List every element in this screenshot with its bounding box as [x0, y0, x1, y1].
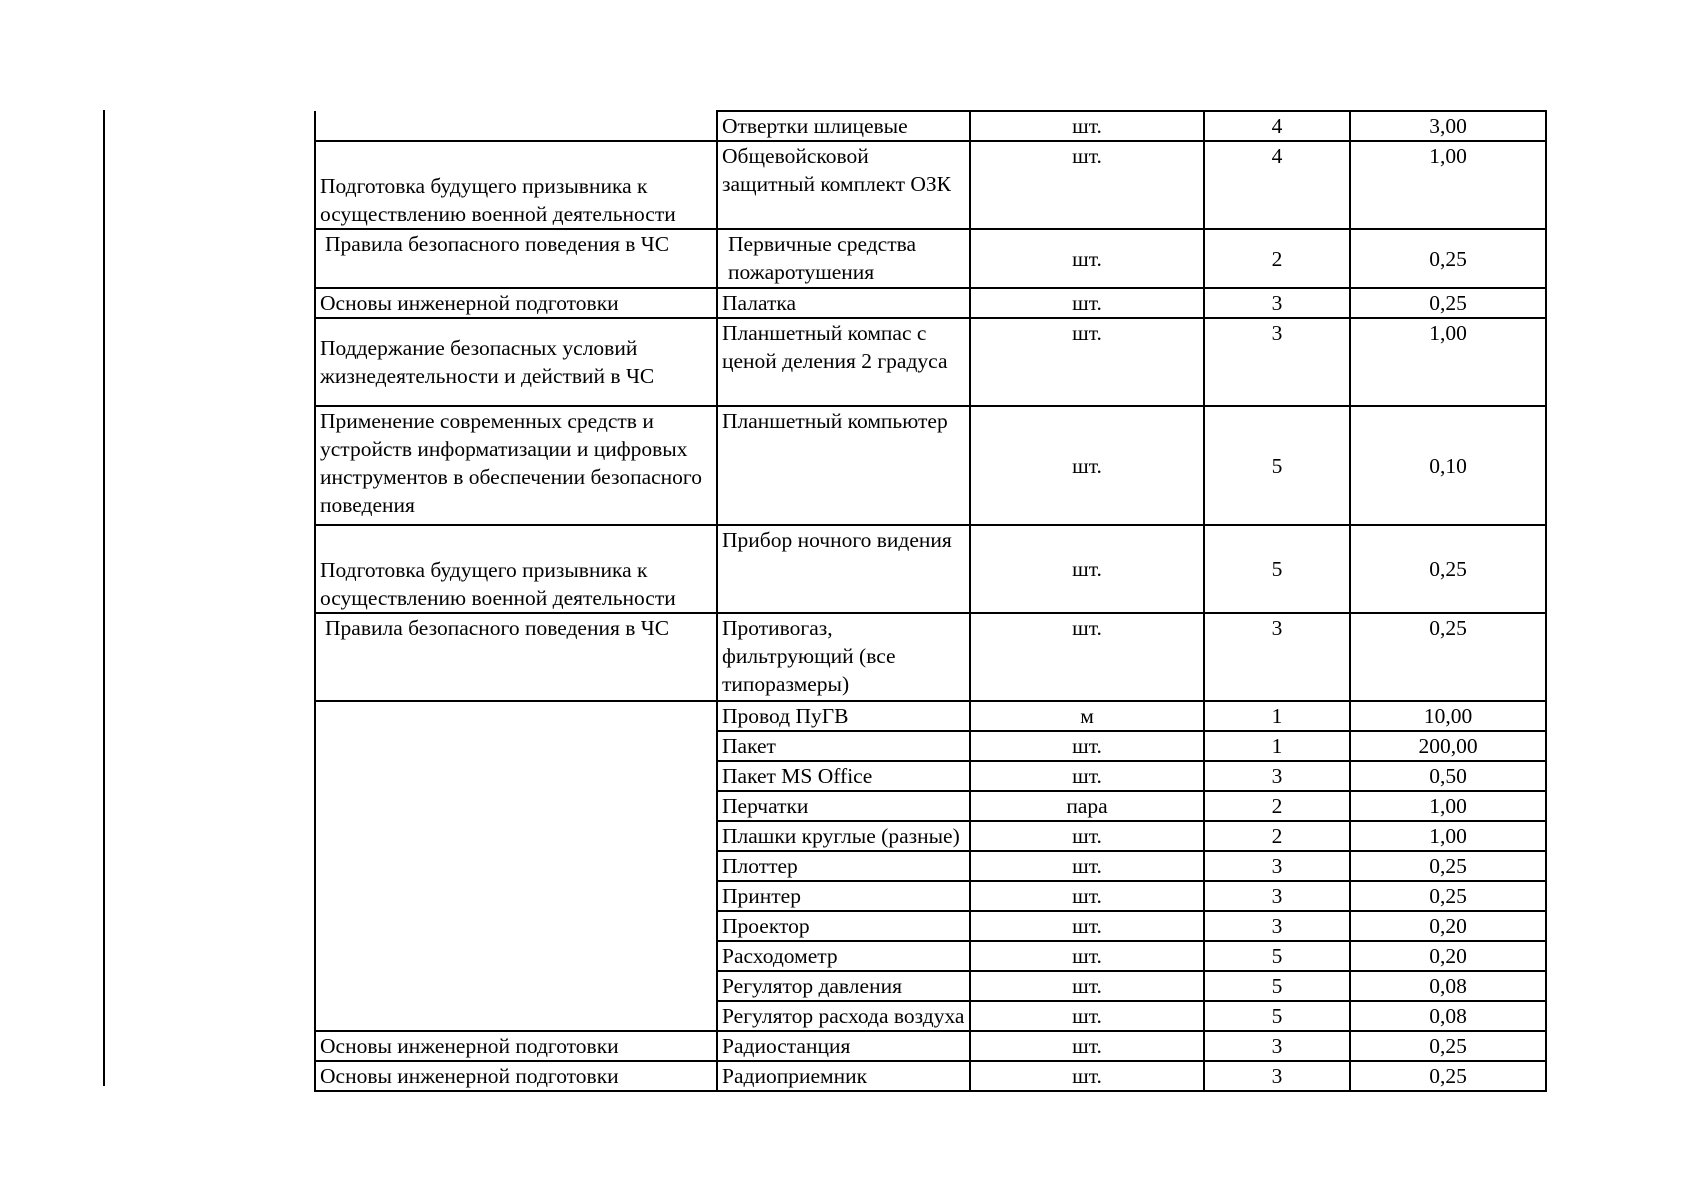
norm-cell: 0,25 — [1350, 613, 1546, 701]
norm-cell: 200,00 — [1350, 731, 1546, 761]
quantity-cell: 1 — [1204, 731, 1350, 761]
unit-cell: шт. — [970, 761, 1204, 791]
quantity-cell: 2 — [1204, 229, 1350, 288]
unit-cell: шт. — [970, 141, 1204, 229]
unit-cell: шт. — [970, 318, 1204, 406]
equipment-table — [314, 110, 1547, 1092]
unit-cell: шт. — [970, 229, 1204, 288]
section-cell: Основы инженерной подготовки — [315, 1031, 717, 1061]
norm-cell: 3,00 — [1350, 111, 1546, 141]
unit-cell: шт. — [970, 971, 1204, 1001]
norm-cell: 0,10 — [1350, 406, 1546, 525]
item-cell: Планшетный компас с ценой деления 2 градуса — [717, 318, 970, 406]
unit-cell: шт. — [970, 406, 1204, 525]
table-row — [315, 1061, 1546, 1091]
section-cell — [315, 701, 717, 1031]
quantity-cell: 3 — [1204, 318, 1350, 406]
unit-cell: шт. — [970, 851, 1204, 881]
norm-cell: 1,00 — [1350, 141, 1546, 229]
table-row — [315, 1031, 1546, 1061]
section-cell: Подготовка будущего призывника к осуществлению военной деятельности — [315, 525, 717, 613]
table-row — [315, 701, 1546, 731]
unit-cell: шт. — [970, 111, 1204, 141]
norm-cell: 0,08 — [1350, 1001, 1546, 1031]
item-cell: Палатка — [717, 288, 970, 318]
norm-cell: 0,25 — [1350, 851, 1546, 881]
table-row — [315, 318, 1546, 406]
quantity-cell: 3 — [1204, 761, 1350, 791]
unit-cell: шт. — [970, 1001, 1204, 1031]
norm-cell: 1,00 — [1350, 318, 1546, 406]
item-cell: Провод ПуГВ — [717, 701, 970, 731]
section-cell: Применение современных средств и устройств информатизации и цифровых инструментов в обеспечении безопасного поведения — [315, 406, 717, 525]
quantity-cell: 5 — [1204, 525, 1350, 613]
unit-cell: пара — [970, 791, 1204, 821]
table-row — [315, 141, 1546, 229]
unit-cell: шт. — [970, 911, 1204, 941]
norm-cell: 0,25 — [1350, 1061, 1546, 1091]
norm-cell: 0,25 — [1350, 525, 1546, 613]
item-cell: Расходометр — [717, 941, 970, 971]
norm-cell: 10,00 — [1350, 701, 1546, 731]
quantity-cell: 3 — [1204, 881, 1350, 911]
norm-cell: 0,50 — [1350, 761, 1546, 791]
item-cell: Пакет — [717, 731, 970, 761]
norm-cell: 0,25 — [1350, 288, 1546, 318]
unit-cell: м — [970, 701, 1204, 731]
item-cell: Отвертки шлицевые — [717, 111, 970, 141]
unit-cell: шт. — [970, 941, 1204, 971]
item-cell: Прибор ночного видения — [717, 525, 970, 613]
table-row — [315, 288, 1546, 318]
table-row — [315, 406, 1546, 525]
quantity-cell: 3 — [1204, 1061, 1350, 1091]
table-row — [315, 525, 1546, 613]
item-cell: Планшетный компьютер — [717, 406, 970, 525]
unit-cell: шт. — [970, 1061, 1204, 1091]
item-cell: Радиоприемник — [717, 1061, 970, 1091]
page-margin-line — [103, 110, 105, 1086]
quantity-cell: 5 — [1204, 941, 1350, 971]
item-cell: Регулятор давления — [717, 971, 970, 1001]
unit-cell: шт. — [970, 821, 1204, 851]
item-cell: Общевойсковой защитный комплект ОЗК — [717, 141, 970, 229]
quantity-cell: 5 — [1204, 971, 1350, 1001]
quantity-cell: 5 — [1204, 1001, 1350, 1031]
quantity-cell: 3 — [1204, 1031, 1350, 1061]
section-cell: Правила безопасного поведения в ЧС — [315, 229, 717, 288]
table-row — [315, 111, 1546, 141]
item-cell: Перчатки — [717, 791, 970, 821]
item-cell: Проектор — [717, 911, 970, 941]
section-cell: Основы инженерной подготовки — [315, 1061, 717, 1091]
section-cell: Подготовка будущего призывника к осуществлению военной деятельности — [315, 141, 717, 229]
norm-cell: 0,08 — [1350, 971, 1546, 1001]
unit-cell: шт. — [970, 731, 1204, 761]
norm-cell: 1,00 — [1350, 821, 1546, 851]
quantity-cell: 5 — [1204, 406, 1350, 525]
quantity-cell: 3 — [1204, 613, 1350, 701]
quantity-cell: 4 — [1204, 111, 1350, 141]
unit-cell: шт. — [970, 525, 1204, 613]
section-cell: Основы инженерной подготовки — [315, 288, 717, 318]
table-row — [315, 229, 1546, 288]
quantity-cell: 3 — [1204, 288, 1350, 318]
quantity-cell: 1 — [1204, 701, 1350, 731]
section-cell: Правила безопасного поведения в ЧС — [315, 613, 717, 701]
unit-cell: шт. — [970, 1031, 1204, 1061]
table-row — [315, 613, 1546, 701]
item-cell: Принтер — [717, 881, 970, 911]
quantity-cell: 3 — [1204, 851, 1350, 881]
norm-cell: 0,25 — [1350, 229, 1546, 288]
quantity-cell: 2 — [1204, 791, 1350, 821]
unit-cell: шт. — [970, 288, 1204, 318]
unit-cell: шт. — [970, 881, 1204, 911]
item-cell: Плашки круглые (разные) — [717, 821, 970, 851]
quantity-cell: 4 — [1204, 141, 1350, 229]
item-cell: Пакет MS Office — [717, 761, 970, 791]
item-cell: Регулятор расхода воздуха — [717, 1001, 970, 1031]
item-cell: Радиостанция — [717, 1031, 970, 1061]
norm-cell: 0,20 — [1350, 911, 1546, 941]
item-cell: Первичные средства пожаротушения — [717, 229, 970, 288]
unit-cell: шт. — [970, 613, 1204, 701]
item-cell: Плоттер — [717, 851, 970, 881]
quantity-cell: 2 — [1204, 821, 1350, 851]
section-cell: Поддержание безопасных условий жизнедеятельности и действий в ЧС — [315, 318, 717, 406]
norm-cell: 1,00 — [1350, 791, 1546, 821]
quantity-cell: 3 — [1204, 911, 1350, 941]
norm-cell: 0,25 — [1350, 1031, 1546, 1061]
section-cell — [315, 111, 717, 141]
norm-cell: 0,20 — [1350, 941, 1546, 971]
item-cell: Противогаз, фильтрующий (все типоразмеры) — [717, 613, 970, 701]
norm-cell: 0,25 — [1350, 881, 1546, 911]
